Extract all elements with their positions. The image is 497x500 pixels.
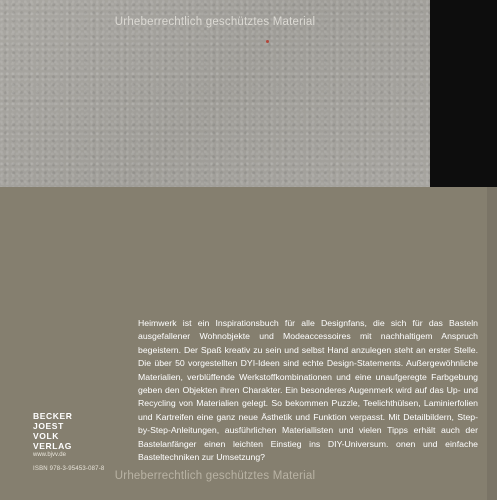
isbn-number: ISBN 978-3-95453-087-8 (33, 466, 105, 472)
stone-texture-panel (0, 0, 430, 187)
red-fleck (266, 40, 269, 43)
publisher-name-line: VERLAG (33, 441, 73, 451)
publisher-name-line: BECKER (33, 411, 73, 421)
black-edge-strip (430, 0, 497, 187)
watermark-bottom: Urheberrechtlich geschütztes Material (114, 470, 316, 482)
spine-edge (487, 187, 497, 500)
publisher-logo (33, 411, 73, 451)
publisher-website: www.bjvv.de (33, 452, 66, 458)
publisher-name-line: JOEST (33, 421, 64, 431)
book-blurb: Heimwerk ist ein Inspirationsbuch für alle Designfans, die sich für das Basteln ausgefallener Wohnobjekte und Modeaccessoires mit nachhaltigem Anspruch begeistern. Der Spaß kreativ zu sein und selbst Hand anzulegen steht an erster Stelle. Die über 50 vorgestellten DYI-Ideen sind echte Design-Statements. Außergewöhnliche Materialien, verblüffende Werkstoffkombinationen und eine unaufgeregte Farbgebung geben den Objekten ihren Charakter. Ein besonderes Augenmerk wird auf das Up- und Recycling von Materialien gelegt. So bekommen Puzzle, Teelichthülsen, Laminierfolien und Kartreifen eine ganz neue Ästhetik und Funktion verpasst. Mit Detailbildern, Step-by-Step-Anleitungen, ausführlichen Materiallisten und vielen Tipps erhält auch der Bastelanfänger einen leichten Einstieg ins DIY-Universum. onen und einfache Basteltechniken zur Umsetzung? (138, 318, 478, 463)
publisher-name-line: VOLK (33, 431, 60, 441)
watermark-top: Urheberrechtlich geschütztes Material (114, 16, 316, 28)
